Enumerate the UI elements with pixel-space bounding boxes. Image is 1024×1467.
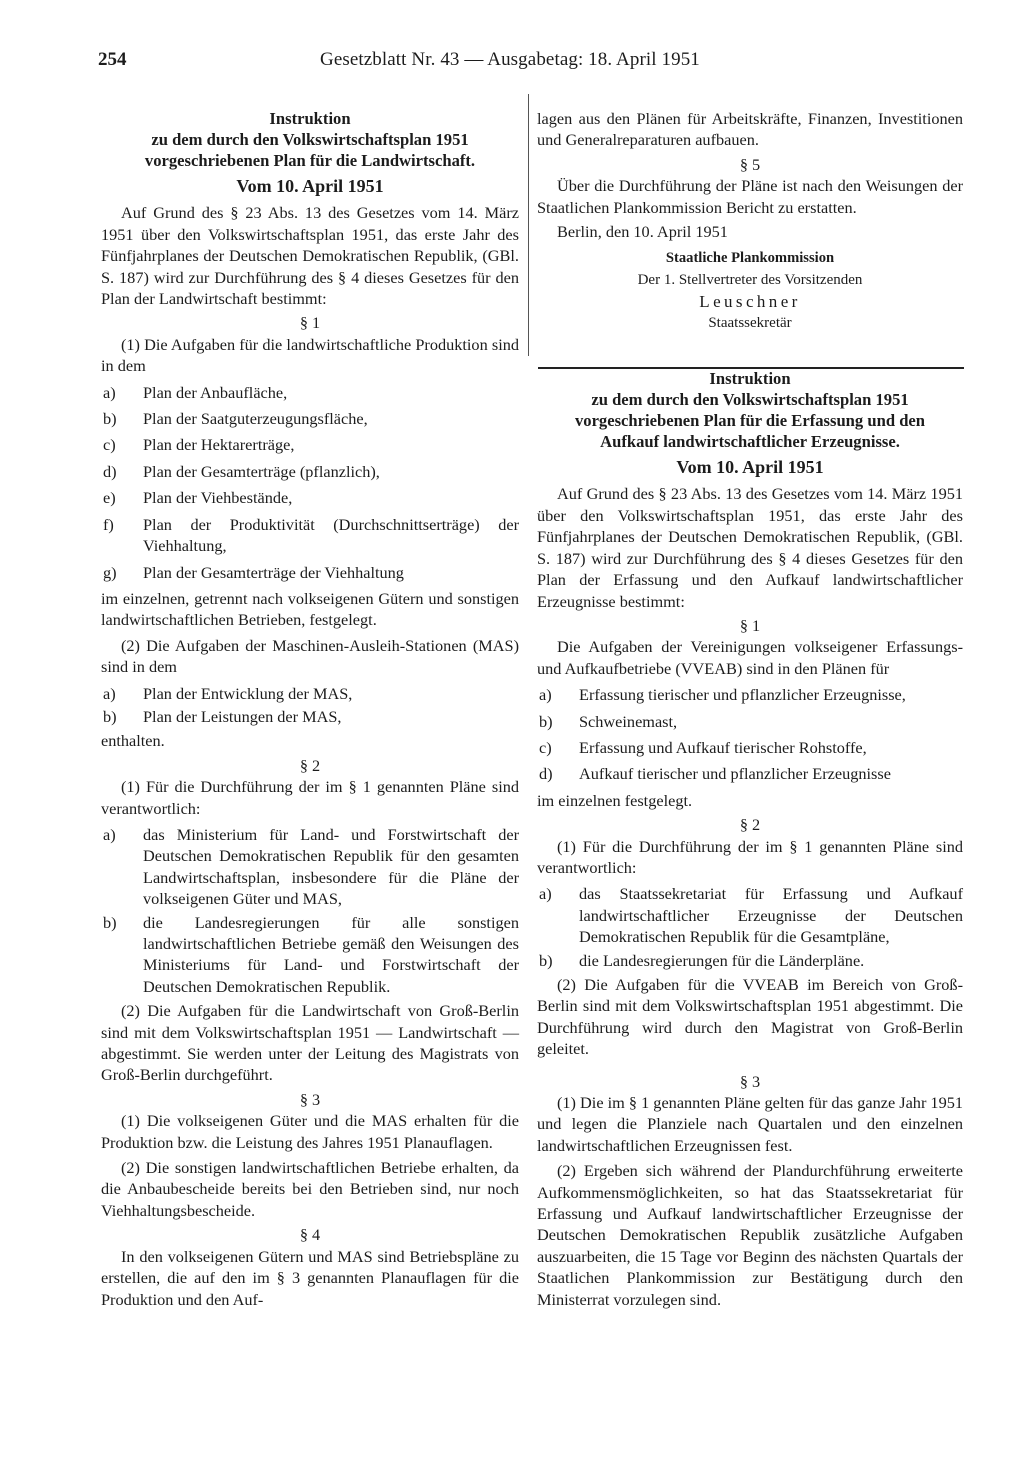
paragraph: (1) Die Aufgaben für die landwirtschaftliche Produktion sind in dem [101, 334, 519, 376]
list-label: c) [103, 435, 116, 455]
signature-name: Leuschner [699, 292, 801, 312]
running-head: Gesetzblatt Nr. 43 — Ausgabetag: 18. April 1951 [320, 49, 700, 70]
instruction-title-agriculture [101, 108, 519, 171]
title-line: Instruktion [269, 109, 351, 128]
page-number: 254 [98, 49, 127, 70]
list-text: Plan der Anbaufläche, [143, 382, 288, 402]
title-line: Instruktion [709, 369, 791, 389]
paragraph: (1) Die im § 1 genannten Pläne gelten für das ganze Jahr 1951 und legen die Planziele nach Quartalen und den einzelnen landwirtschaftlichen Erzeugnissen fest. [537, 1093, 963, 1155]
list-item [537, 684, 963, 705]
list-label: b) [103, 409, 117, 429]
intro-paragraph: Auf Grund des § 23 Abs. 13 des Gesetzes vom 14. März 1951 über den Volkswirtschaftsplan 1951, das erste Jahr des Fünfjahrplanes der Deutschen Demokratischen Republik, (GBl. S. 187) wird zur Durchführung des § 4 dieses Gesetzes für den Plan der Erfassung und den Aufkauf landwirtschaftlicher Erzeugnisse bestimmt: [537, 484, 963, 611]
paragraph: lagen aus den Plänen für Arbeitskräfte, Finanzen, Investitionen und Generalreparaturen aufbauen. [537, 109, 963, 150]
section-mark: § 1 [739, 615, 761, 635]
paragraph: Über die Durchführung der Pläne ist nach den Weisungen der Staatlichen Plankommission Bericht zu erstatten. [537, 176, 963, 217]
paragraph: In den volkseigenen Gütern und MAS sind Betriebspläne zu erstellen, die auf den im § 3 genannten Planauflagen für die Produktion und den Auf- [101, 1246, 519, 1309]
signature-role: Der 1. Stellvertreter des Vorsitzenden [637, 271, 863, 288]
list-label: a) [539, 685, 552, 705]
signature-title: Staatssekretär [708, 314, 792, 331]
instruction-date: Vom 10. April 1951 [236, 176, 384, 196]
list-label: a) [103, 683, 116, 703]
list-text: die Landesregierungen für die Länderpläne. [579, 950, 865, 970]
list-item [537, 737, 963, 758]
paragraph: (1) Für die Durchführung der im § 1 genannten Pläne sind verantwortlich: [101, 777, 519, 818]
list-text: Plan der Viehbestände, [143, 488, 293, 508]
list-label: c) [539, 737, 552, 757]
list-text: das Ministerium für Land- und Forstwirtschaft der Deutschen Demokratischen Republik für den gesamten Landwirtschaftsplan, insbesondere für die Pläne der volkseigenen Güter und MAS, [143, 824, 519, 909]
instruction-date: Vom 10. April 1951 [676, 457, 824, 478]
section-mark: § 4 [299, 1225, 321, 1245]
paragraph: im einzelnen, getrennt nach volkseigenen Gütern und sonstigen landwirtschaftlichen Betrieben, festgelegt. [101, 588, 519, 630]
paragraph: (1) Für die Durchführung der im § 1 genannten Pläne sind verantwortlich: [537, 836, 963, 877]
list-item [101, 562, 519, 583]
paragraph: (2) Die Aufgaben für die Landwirtschaft von Groß-Berlin sind mit dem Volkswirtschaftsplan 1951 — Landwirtschaft — abgestimmt. Sie werden unter der Leitung des Magistrats von Groß-Berlin durchgeführt. [101, 1001, 519, 1085]
list-item [101, 461, 519, 482]
section-mark: § 2 [299, 755, 321, 775]
list-text: Plan der Gesamterträge der Viehhaltung [143, 562, 404, 582]
paragraph: enthalten. [101, 731, 165, 751]
list-label: a) [103, 824, 116, 844]
section-mark: § 5 [739, 154, 761, 174]
column-divider [528, 94, 529, 356]
list-label: a) [539, 884, 552, 904]
list-label: e) [103, 488, 116, 508]
list-item [537, 883, 963, 947]
paragraph: (1) Die volkseigenen Güter und die MAS erhalten für die Produktion bzw. die Leistung des Jahres 1951 Planauflagen. [101, 1111, 519, 1152]
paragraph: (2) Die Aufgaben für die VVEAB im Bereich von Groß-Berlin sind mit dem Volkswirtschaftsplan 1951 abgestimmt. Die Durchführung wird durch den Magistrat von Groß-Berlin geleitet. [537, 975, 963, 1059]
signature-organization: Staatliche Plankommission [665, 250, 835, 267]
responsibility-list [537, 883, 963, 971]
intro-paragraph: Auf Grund des § 23 Abs. 13 des Gesetzes vom 14. März 1951 über den Volkswirtschaftsplan 1951, das erste Jahr des Fünfjahrplanes der Deutschen Demokratischen Republik, (GBl. S. 187) wird zur Durchführung des § 4 dieses Gesetzes für den Plan der Landwirtschaft bestimmt: [101, 203, 519, 309]
mas-list [101, 683, 519, 728]
title-line: zu dem durch den Volkswirtschaftsplan 1951 [591, 390, 909, 410]
title-line: zu dem durch den Volkswirtschaftsplan 1951 [151, 130, 469, 149]
list-item [537, 763, 963, 784]
list-item [101, 683, 519, 704]
title-line: vorgeschriebenen Plan für die Erfassung und den [574, 411, 926, 431]
paragraph: (2) Die sonstigen landwirtschaftlichen Betriebe erhalten, da die Anbaubescheide bereits bei den Betrieben sind, nur noch Viehhaltungsbescheide. [101, 1158, 519, 1220]
plan-list [537, 684, 963, 785]
list-item [537, 711, 963, 732]
list-text: die Landesregierungen für alle sonstigen landwirtschaftlichen Betriebe gemäß den Weisungen des Ministeriums für Land- und Forstwirtschaft der Deutschen Demokratischen Republik. [143, 912, 519, 996]
list-label: g) [103, 562, 117, 582]
instruction-title-procurement [537, 368, 963, 452]
title-line: vorgeschriebenen Plan für die Landwirtschaft. [144, 151, 476, 170]
list-text: Aufkauf tierischer und pflanzlicher Erzeugnisse [579, 764, 891, 784]
list-label: d) [103, 461, 117, 481]
paragraph: im einzelnen festgelegt. [537, 790, 693, 810]
section-mark: § 2 [739, 815, 761, 835]
list-text: Plan der Entwicklung der MAS, [143, 683, 353, 703]
plan-list [101, 382, 519, 583]
right-column [537, 108, 963, 1310]
list-item [101, 514, 519, 557]
list-item [537, 950, 963, 971]
paragraph: Die Aufgaben der Vereinigungen volkseigener Erfassungs- und Aufkaufbetriebe (VVEAB) sind in den Plänen für [537, 637, 963, 678]
section-mark: § 1 [299, 313, 321, 333]
left-column [101, 108, 519, 1310]
title-line: Aufkauf landwirtschaftlicher Erzeugnisse. [600, 432, 900, 452]
list-label: d) [539, 764, 553, 784]
list-label: f) [103, 514, 114, 534]
list-text: Plan der Saatguterzeugungsfläche, [143, 409, 368, 429]
list-label: a) [103, 382, 116, 402]
list-text: Plan der Produktivität (Durchschnittserträge) der Viehhaltung, [143, 514, 519, 556]
list-text: Erfassung tierischer und pflanzlicher Erzeugnisse, [579, 685, 906, 705]
list-label: b) [539, 711, 553, 731]
list-text: das Staatssekretariat für Erfassung und Aufkauf landwirtschaftlicher Erzeugnisse der Deutschen Demokratischen Republik für die Gesamtpläne, [579, 884, 963, 947]
list-text: Schweinemast, [579, 711, 678, 731]
list-item [101, 824, 519, 910]
list-item [101, 487, 519, 508]
list-item [101, 434, 519, 455]
list-text: Plan der Gesamterträge (pflanzlich), [143, 461, 380, 481]
section-mark: § 3 [299, 1089, 321, 1109]
list-text: Erfassung und Aufkauf tierischer Rohstoffe, [579, 737, 867, 757]
list-item [101, 408, 519, 429]
list-item [101, 912, 519, 998]
paragraph: (2) Die Aufgaben der Maschinen-Ausleih-Stationen (MAS) sind in dem [101, 635, 519, 677]
paragraph: (2) Ergeben sich während der Plandurchführung erweiterte Aufkommensmöglichkeiten, so hat das Staatssekretariat für Erfassung und Aufkauf landwirtschaftlicher Erzeugnisse der Deutschen Demokratischen Republik zusätzliche Aufgaben auszuarbeiten, die 15 Tage vor Beginn des nächsten Quartals der Staatlichen Plankommission zur Bestätigung durch den Ministerrat vorzulegen sind. [537, 1161, 963, 1309]
list-label: b) [539, 950, 553, 970]
section-mark: § 3 [739, 1071, 761, 1091]
list-text: Plan der Hektarerträge, [143, 435, 295, 455]
list-item [101, 706, 519, 727]
responsibility-list [101, 824, 519, 997]
list-label: b) [103, 912, 117, 932]
list-label: b) [103, 706, 117, 726]
page-header [98, 49, 960, 75]
place-date: Berlin, den 10. April 1951 [557, 222, 728, 242]
list-item [101, 382, 519, 403]
list-text: Plan der Leistungen der MAS, [143, 706, 342, 726]
